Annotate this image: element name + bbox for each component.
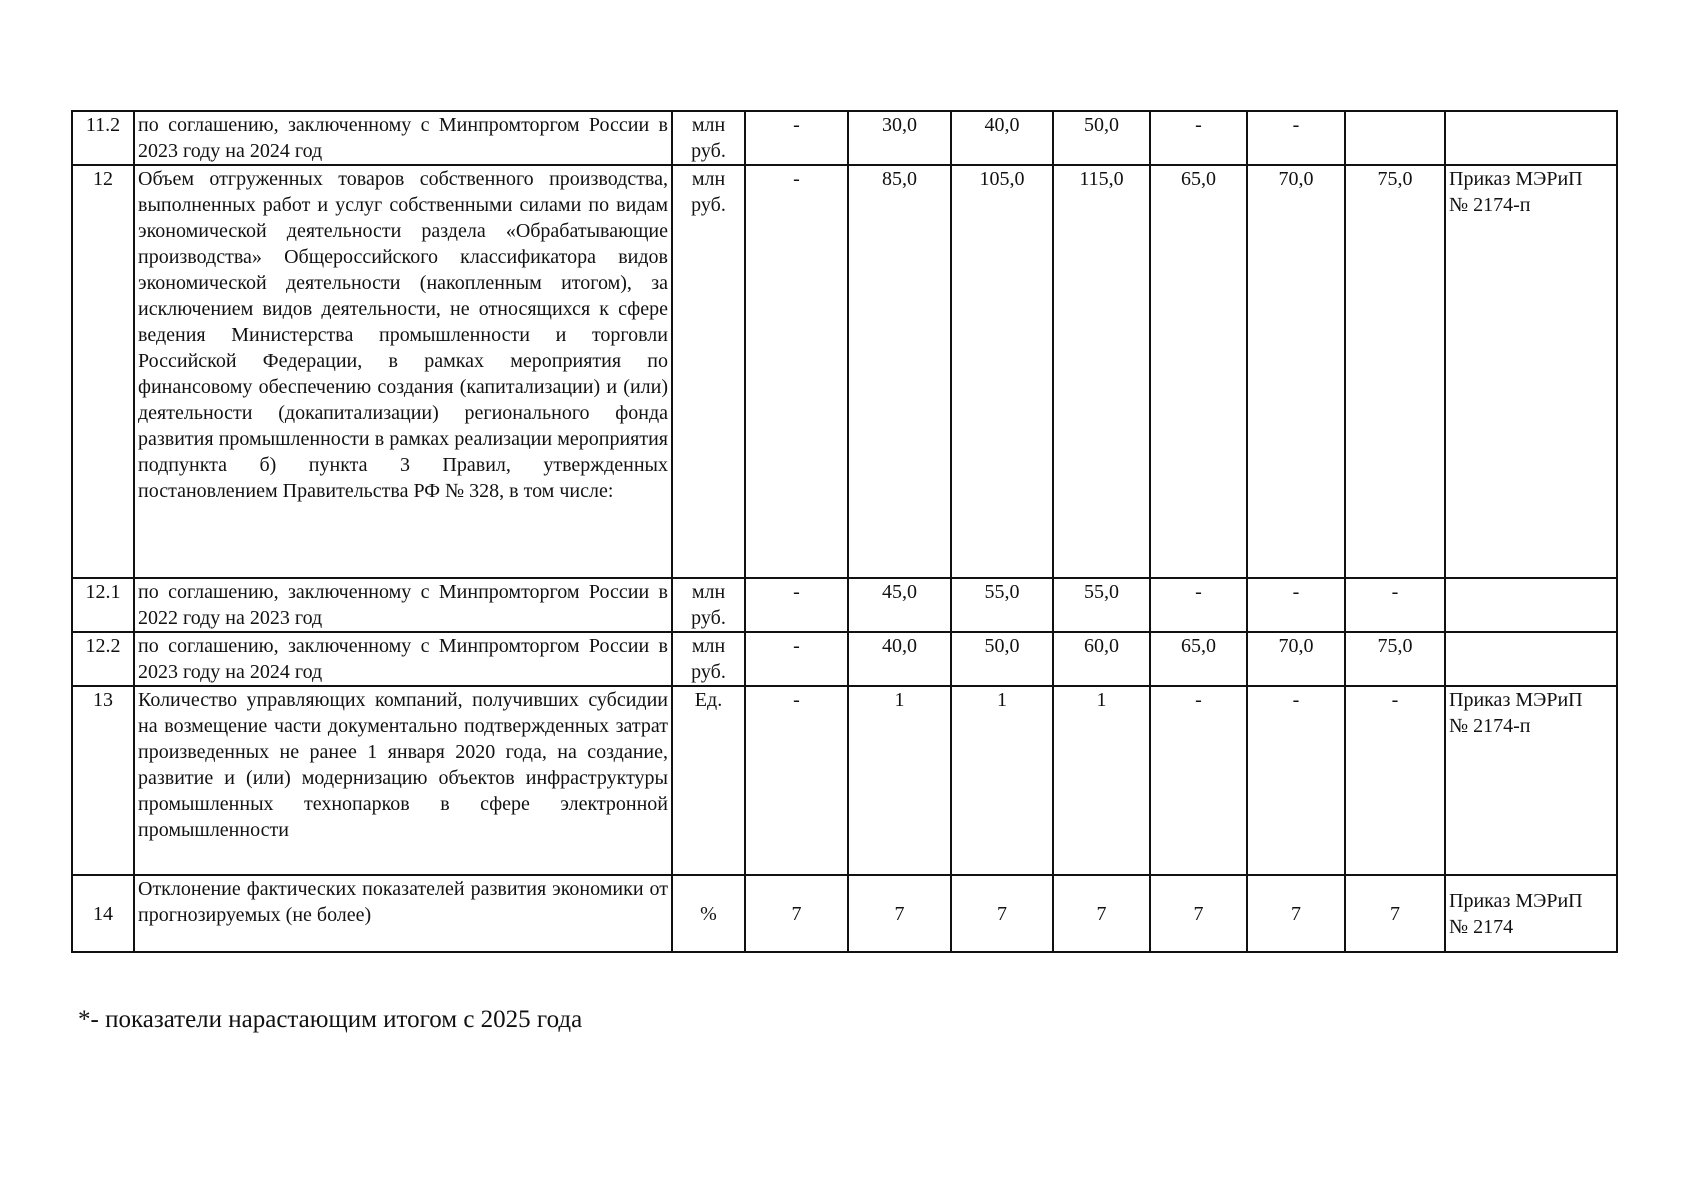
value-cell: 60,0 [1053, 632, 1150, 686]
value-cell: 40,0 [848, 632, 951, 686]
unit-cell: Ед. [672, 686, 745, 875]
value-cell: 115,0 [1053, 165, 1150, 578]
value-cell: - [745, 578, 848, 632]
unit-cell: % [672, 875, 745, 952]
footnote: *- показатели нарастающим итогом с 2025 года [78, 1006, 583, 1033]
value-cell: - [745, 632, 848, 686]
source-title: Приказ МЭРиП [1449, 889, 1583, 912]
indicator-name: Количество управляющих компаний, получивших субсидии на возмещение части документально подтвержденных затрат произведенных не ранее 1 января 2020 года, на создание, развитие и (или) модернизацию объектов инфраструктуры промышленных технопарков в сфере электронной промышленности [134, 686, 672, 875]
value-cell: - [1247, 686, 1345, 875]
value-cell: 70,0 [1247, 632, 1345, 686]
source-title: Приказ МЭРиП [1449, 689, 1583, 711]
value-cell: 7 [1053, 875, 1150, 952]
value-cell: 1 [951, 686, 1053, 875]
row-number: 12.2 [72, 632, 134, 686]
value-cell: - [1247, 578, 1345, 632]
value-cell: - [745, 165, 848, 578]
source-number: № 2174-п [1449, 194, 1531, 216]
value-cell: 1 [1053, 686, 1150, 875]
value-cell: - [1150, 686, 1247, 875]
value-cell: 7 [1247, 875, 1345, 952]
row-number: 11.2 [72, 111, 134, 165]
table-row [72, 165, 1617, 578]
value-cell: 30,0 [848, 111, 951, 165]
value-cell: 45,0 [848, 578, 951, 632]
source-cell [1445, 875, 1617, 952]
document-page [71, 110, 1618, 953]
value-cell [1345, 111, 1445, 165]
value-cell: 7 [1150, 875, 1247, 952]
value-cell: 65,0 [1150, 632, 1247, 686]
source-cell [1445, 111, 1617, 165]
value-cell: - [1345, 578, 1445, 632]
unit-cell: млн руб. [672, 165, 745, 578]
table-row [72, 578, 1617, 632]
value-cell: 55,0 [951, 578, 1053, 632]
indicator-name: Объем отгруженных товаров собственного производства, выполненных работ и услуг собственными силами по видам экономической деятельности раздела «Обрабатывающие производства» Общероссийского классификатора видов экономической деятельности (накопленным итогом), за исключением видов деятельности, не относящихся к сфере ведения Министерства промышленности и торговли Российской Федерации, в рамках мероприятия по финансовому обеспечению создания (капитализации) и (или) деятельности (докапитализации) регионального фонда развития промышленности в рамках реализации мероприятия подпункта б) пункта 3 Правил, утвержденных постановлением Правительства РФ № 328, в том числе: [134, 165, 672, 578]
row-number: 14 [72, 875, 134, 952]
value-cell: 75,0 [1345, 165, 1445, 578]
value-cell: 7 [745, 875, 848, 952]
table-row [72, 111, 1617, 165]
value-cell: 75,0 [1345, 632, 1445, 686]
value-cell: - [1150, 578, 1247, 632]
value-cell: 7 [951, 875, 1053, 952]
value-cell: 85,0 [848, 165, 951, 578]
table-row [72, 686, 1617, 875]
table-row [72, 632, 1617, 686]
source-cell [1445, 165, 1617, 578]
value-cell: - [1150, 111, 1247, 165]
value-cell: 65,0 [1150, 165, 1247, 578]
unit-cell: млн руб. [672, 632, 745, 686]
indicators-table [71, 110, 1618, 953]
indicator-name: по соглашению, заключенному с Минпромторгом России в 2023 году на 2024 год [134, 111, 672, 165]
value-cell: - [1345, 686, 1445, 875]
value-cell: - [745, 686, 848, 875]
value-cell: 7 [1345, 875, 1445, 952]
value-cell: 50,0 [951, 632, 1053, 686]
value-cell: 50,0 [1053, 111, 1150, 165]
source-number: № 2174-п [1449, 715, 1531, 737]
indicator-name: по соглашению, заключенному с Минпромторгом России в 2022 году на 2023 год [134, 578, 672, 632]
value-cell: 105,0 [951, 165, 1053, 578]
value-cell: 55,0 [1053, 578, 1150, 632]
value-cell: 1 [848, 686, 951, 875]
source-cell [1445, 578, 1617, 632]
value-cell: - [1247, 111, 1345, 165]
source-title: Приказ МЭРиП [1449, 168, 1583, 190]
value-cell: - [745, 111, 848, 165]
source-number: № 2174 [1449, 915, 1514, 938]
indicator-name: Отклонение фактических показателей развития экономики от прогнозируемых (не более) [134, 875, 672, 952]
value-cell: 7 [848, 875, 951, 952]
value-cell: 40,0 [951, 111, 1053, 165]
value-cell: 70,0 [1247, 165, 1345, 578]
table-row [72, 875, 1617, 952]
source-cell [1445, 632, 1617, 686]
row-number: 13 [72, 686, 134, 875]
indicator-name: по соглашению, заключенному с Минпромторгом России в 2023 году на 2024 год [134, 632, 672, 686]
unit-cell: млн руб. [672, 578, 745, 632]
row-number: 12.1 [72, 578, 134, 632]
unit-cell: млн руб. [672, 111, 745, 165]
row-number: 12 [72, 165, 134, 578]
source-cell [1445, 686, 1617, 875]
